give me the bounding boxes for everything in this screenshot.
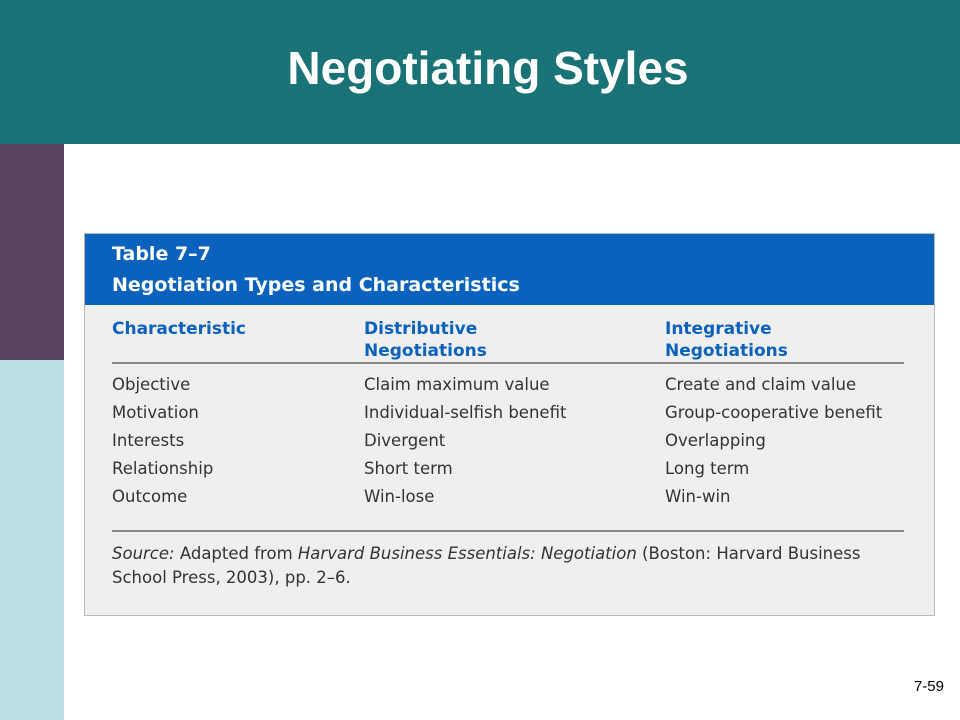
integrative-cell: Win-win	[665, 487, 731, 506]
characteristic-cell: Motivation	[112, 403, 199, 422]
column-header-line: Integrative	[665, 319, 772, 339]
integrative-cell: Create and claim value	[665, 375, 857, 394]
table-row	[85, 373, 934, 401]
column-header-line: Negotiations	[665, 341, 788, 361]
table-row	[85, 457, 934, 485]
column-header-characteristic	[112, 318, 246, 340]
column-header-line: Negotiations	[364, 341, 487, 361]
sidebar-accent-dark	[0, 144, 64, 360]
column-header-integrative	[665, 318, 788, 362]
column-header-distributive	[364, 318, 487, 362]
integrative-cell: Long term	[665, 459, 750, 478]
characteristic-cell: Objective	[112, 375, 191, 394]
header-divider	[112, 362, 904, 364]
column-header-line: Distributive	[364, 319, 478, 339]
slide-number: 7-59	[913, 678, 944, 695]
footer-divider	[112, 530, 904, 532]
distributive-cell: Claim maximum value	[364, 375, 550, 394]
table-label: Table 7–7	[112, 243, 211, 265]
source-note	[112, 542, 912, 590]
slide-title: Negotiating Styles	[287, 42, 689, 94]
characteristic-cell: Interests	[112, 431, 185, 450]
characteristic-cell: Outcome	[112, 487, 188, 506]
source-label: Source:	[112, 544, 175, 563]
table-row	[85, 429, 934, 457]
source-text-after: (Boston: Harvard Business School Press, 2003), pp. 2–6.	[112, 544, 861, 587]
characteristic-cell: Relationship	[112, 459, 214, 478]
distributive-cell: Short term	[364, 459, 453, 478]
table-row	[85, 485, 934, 513]
sidebar-accent-light	[0, 360, 64, 720]
distributive-cell: Win-lose	[364, 487, 435, 506]
source-book-title: Harvard Business Essentials: Negotiation	[297, 544, 637, 563]
column-header-text: Characteristic	[112, 319, 246, 339]
negotiation-table	[84, 233, 935, 616]
distributive-cell: Individual-selfish benefit	[364, 403, 567, 422]
distributive-cell: Divergent	[364, 431, 446, 450]
table-caption: Negotiation Types and Characteristics	[112, 274, 520, 296]
integrative-cell: Overlapping	[665, 431, 766, 450]
source-text-before: Adapted from	[179, 544, 293, 563]
table-body	[85, 373, 934, 513]
integrative-cell: Group-cooperative benefit	[665, 403, 883, 422]
table-row	[85, 401, 934, 429]
